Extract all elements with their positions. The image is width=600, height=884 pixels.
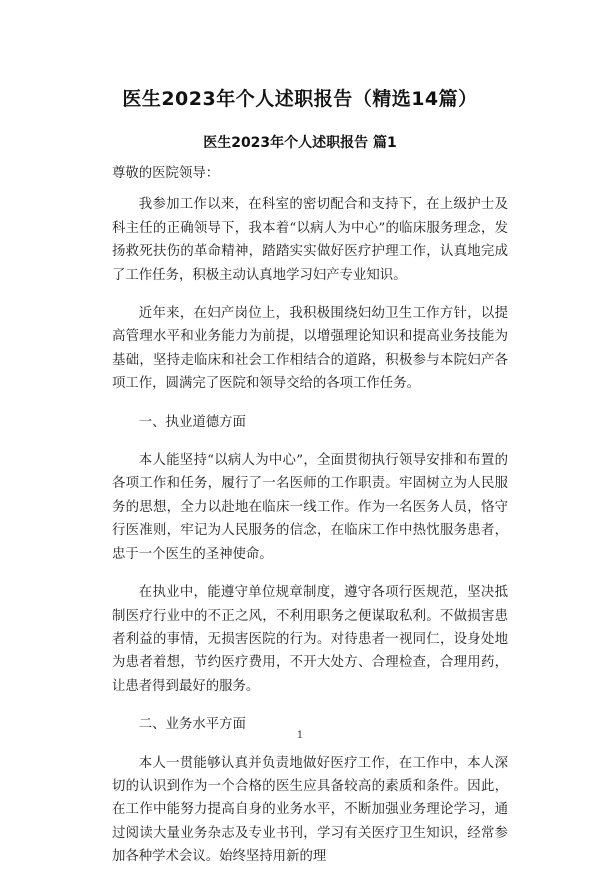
page-number: 1 <box>296 730 304 741</box>
paragraph: 我参加工作以来，在科室的密切配合和支持下，在上级护士及科主任的正确领导下，我本着“以病人为中心”的临床服务理念，发扬救死扶伤的革命精神，踏踏实实做好医疗护理工作，认真地完成了工作任务，积极主动认真地学习妇产专业知识。 <box>112 197 508 283</box>
salutation: 尊敬的医院领导： <box>112 166 220 181</box>
section-title: 医生2023年个人述职报告 篇1 <box>203 135 397 151</box>
subheading-skills: 二、业务水平方面 <box>138 717 246 733</box>
document-title: 医生2023年个人述职报告（精选14篇） <box>122 88 478 110</box>
document-body <box>112 162 508 884</box>
paragraph: 本人一贯能够认真并负责地做好医疗工作，在工作中，本人深切的认识到作为一个合格的医生应具备较高的素质和条件。因此，在工作中能努力提高自身的业务水平，不断加强业务理论学习，通过阅读大量业务杂志及专业书刊，学习有关医疗卫生知识，经常参加各种学术会议。始终坚持用新的理 <box>112 755 508 865</box>
paragraph: 在执业中，能遵守单位规章制度，遵守各项行医规范，坚决抵制医疗行业中的不正之风，不利用职务之便谋取私利。不做损害患者利益的事情，无损害医院的行为。对待患者一视同仁，设身处地为患者着想，节约医疗费用，不开大处方、合理检查，合理用药，让患者得到最好的服务。 <box>112 585 508 694</box>
subheading-ethics: 一、执业道德方面 <box>138 414 246 430</box>
paragraph: 本人能坚持“以病人为中心”，全面贯彻执行领导安排和布置的各项工作和任务，履行了一名医师的工作职责。牢固树立为人民服务的思想，全力以赴地在临床一线工作。作为一名医务人员，恪守行医准则，牢记为人民服务的信念，在临床工作中热忱服务患者，忠于一个医生的圣神使命。 <box>112 453 508 562</box>
paragraph: 近年来，在妇产岗位上，我积极围绕妇幼卫生工作方针，以提高管理水平和业务能力为前提，以增强理论知识和提高业务技能为基础，坚持走临床和社会工作相结合的道路，积极参与本院妇产各项工作，圆满完了医院和领导交给的各项工作任务。 <box>112 306 508 392</box>
